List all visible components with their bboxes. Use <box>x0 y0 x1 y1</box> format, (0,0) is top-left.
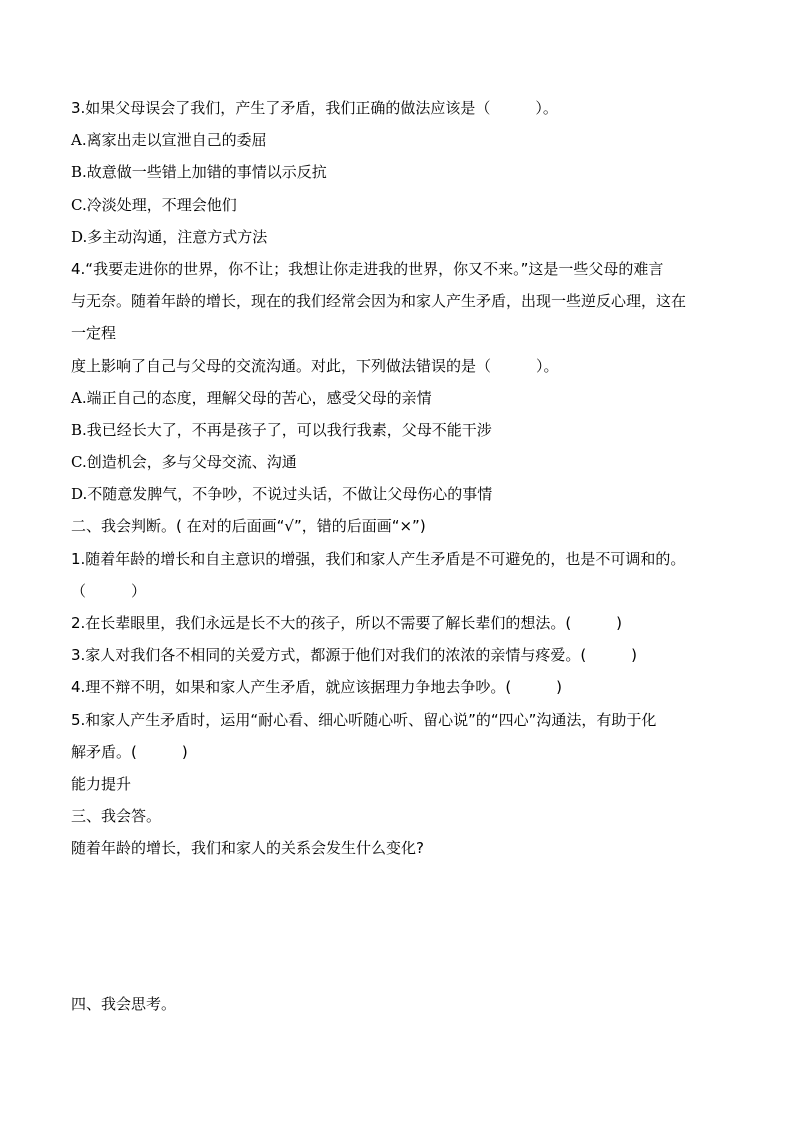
question-3-option-b: B.故意做一些错上加错的事情以示反抗 <box>71 163 327 182</box>
section-4-heading: 四、我会思考。 <box>71 994 177 1013</box>
judge-5-line-1: 5.和家人产生矛盾时，运用“耐心看、细心听随心听、留心说”的“四心”沟通法，有助于化 <box>71 710 657 729</box>
question-3-option-d: D.多主动沟通，注意方式方法 <box>71 227 268 246</box>
question-3-option-c: C.冷淡处理，不理会他们 <box>71 195 237 214</box>
question-3-stem: 3.如果父母误会了我们，产生了矛盾，我们正确的做法应该是（ ）。 <box>71 99 558 117</box>
question-4-stem-line-2: 与无奈。随着年龄的增长，现在的我们经常会因为和家人产生矛盾，出现一些逆反心理，这在 <box>71 292 687 311</box>
judge-1-line-2: （ ） <box>71 581 147 600</box>
judge-4: 4.理不辩不明，如果和家人产生矛盾，就应该据理力争地去争吵。( ) <box>71 678 563 697</box>
judge-3: 3.家人对我们各不相同的关爱方式，都源于他们对我们的浓浓的亲情与疼爱。( ) <box>71 646 638 665</box>
answer-space <box>71 870 727 993</box>
question-4-option-a: A.端正自己的态度，理解父母的苦心，感受父母的亲情 <box>71 388 432 407</box>
judge-5-line-2: 解矛盾。( ) <box>71 742 188 761</box>
question-4-stem-line-1: 4.“我要走进你的世界，你不让；我想让你走进我的世界，你又不来。”这是一些父母的难言 <box>71 259 664 278</box>
question-4-stem-line-4: 度上影响了自己与父母的交流沟通。对此，下列做法错误的是（ ）。 <box>71 356 559 375</box>
section-2-heading: 二、我会判断。( 在对的后面画“√”，错的后面画“×”) <box>71 517 426 536</box>
question-4-option-c: C.创造机会，多与父母交流、沟通 <box>71 453 297 472</box>
judge-1-line-1: 1.随着年龄的增长和自主意识的增强，我们和家人产生矛盾是不可避免的，也是不可调和的。 <box>71 549 686 568</box>
question-4-option-b: B.我已经长大了，不再是孩子了，可以我行我素，父母不能干涉 <box>71 420 492 439</box>
document-content <box>71 97 727 1025</box>
section-3-heading: 三、我会答。 <box>71 807 162 826</box>
ability-heading: 能力提升 <box>71 774 132 793</box>
question-3-option-a: A.离家出走以宣泄自己的委屈 <box>71 131 267 150</box>
question-4-stem-line-3: 一定程 <box>71 324 117 343</box>
judge-2: 2.在长辈眼里，我们永远是长不大的孩子，所以不需要了解长辈们的想法。( ) <box>71 614 623 632</box>
section-3-question: 随着年龄的增长，我们和家人的关系会发生什么变化? <box>71 839 424 858</box>
question-4-option-d: D.不随意发脾气，不争吵，不说过头话，不做让父母伤心的事情 <box>71 485 493 504</box>
